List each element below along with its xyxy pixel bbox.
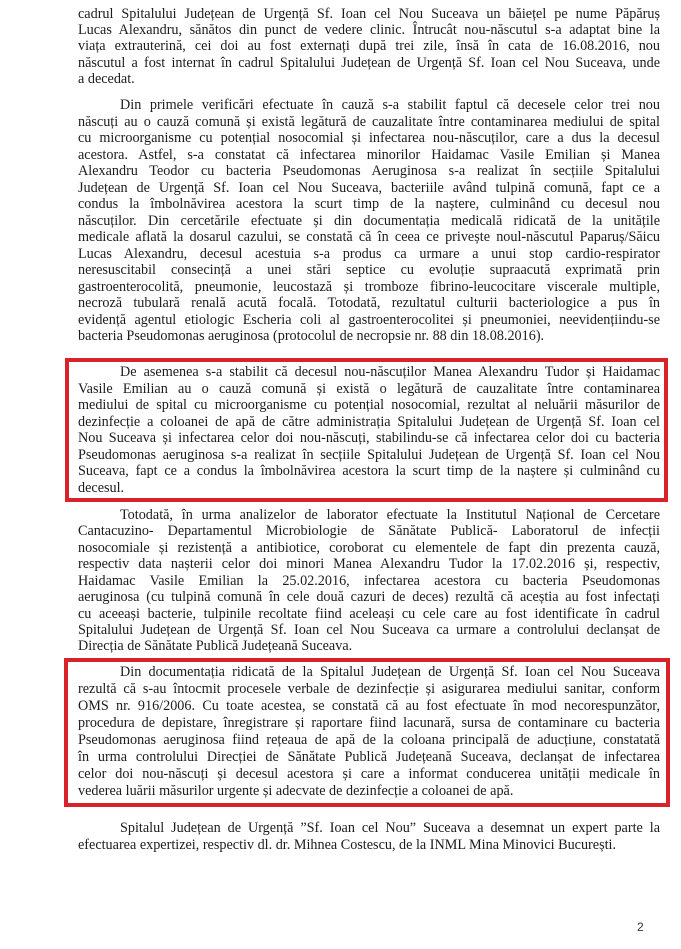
text-line: procedura de depistare, înregistrare și raportare fiind lacunară, sursa de contaminare cu bacteria	[78, 715, 660, 731]
text-line: Spitalului Județean de Urgență Sf. Ioan cel Nou Suceava ca urmare a controlului declanșat de	[78, 622, 660, 638]
text-line: necroză tubulară renală acută focală. Totodată, rezultatul culturii bacteriologice a pus în	[78, 295, 660, 311]
text-line: cadrul Spitalului Județean de Urgență Sf. Ioan cel Nou Suceava un băiețel pe nume Păpăruș	[78, 6, 660, 22]
text-line: Pseudomonas aeruginosa s-a realizat în secțiile Spitalului Județean de Urgență Sf. Ioan cel Nou	[78, 447, 660, 463]
text-line: efectuarea expertizei, respectiv dl. dr. Mihnea Costescu, de la INML Mina Minovici București.	[78, 837, 617, 853]
text-line: neresuscitabil consecință a unei stări septice cu evoluție supraacută exprimată prin	[78, 262, 660, 278]
text-line: dezinfecție a coloanei de apă de către administrația Spitalului Județean de Urgență Sf. Ioan cel	[78, 414, 660, 430]
text-line: medicale aflată la dosarul cazului, se constată că în ceea ce privește noul-născutul Paparuș/Săicu	[78, 229, 660, 245]
text-line: Lucas Alexandru, decesul acestuia s-a produs ca urmare a unui stop cardio-respirator	[78, 246, 660, 262]
text-line: decesul.	[78, 480, 125, 496]
page-number: 2	[637, 920, 644, 934]
text-line: condus la îmbolnăvirea acestora la scurt timp de la naștere, culminând cu decesul nou	[78, 196, 660, 212]
text-line: Pseudomonas aeruginosa fiind rețeaua de apă de la coloana principală de aducțiune, constatată	[78, 732, 660, 748]
text-line: în urma controlului Direcției de Sănătate Publică Județeană Suceava, declanșat de infectarea	[78, 749, 660, 765]
text-line: De asemenea s-a stabilit că decesul nou-născuților Manea Alexandru Tudor și Haidamac	[120, 364, 660, 380]
text-line: celor doi nou-născuți și decesul acestora și care a informat conducerea unității medicale în	[78, 766, 660, 782]
text-line: născuților. Din cercetările efectuate și din documentația medicală ridicată de la unitățile	[78, 213, 660, 229]
text-line: Lucas Alexandru, sănătos din punct de vedere clinic. Întrucât nou-născutul s-a adaptat bine la	[78, 22, 660, 38]
text-line: Totodată, în urma analizelor de laborator efectuate la Institutul Național de Cercetare	[120, 507, 660, 523]
text-line: mediului de spital cu microorganisme cu potențial nosocomial, rezultat al neluării măsurilor de	[78, 397, 660, 413]
text-line: Direcția de Sănătate Publică Județeană Suceava.	[78, 638, 353, 654]
text-line: bacteria Pseudomonas aeruginosa (protocolul de necropsie nr. 88 din 18.08.2016).	[78, 328, 545, 344]
text-line: născuți au o cauză comună și există legătură de cauzalitate între contaminarea mediului de spital	[78, 114, 660, 130]
text-line: Haidamac Vasile Emilian la 25.02.2016, infectarea acestora cu bacteria Pseudomonas	[78, 573, 660, 589]
text-line: Cantacuzino- Departamentul Microbiologie de Sănătate Publică- Laboratorul de infecții	[78, 523, 660, 539]
text-line: Suceava, fapt ce a condus la îmbolnăvirea acestora la scurt timp de la naștere și culminând cu	[78, 463, 660, 479]
text-line: a decedat.	[78, 71, 135, 87]
text-line: Județean de Urgență Sf. Ioan cel Nou Suceava, bacteriile având tulpină comună, fapt ce a	[78, 180, 660, 196]
text-line: Alexandru Teodor cu bacteria Pseudomonas Aeruginosa s-a realizat în secțiile Spitalului	[78, 163, 660, 179]
text-line: OMS nr. 916/2006. Cu toate acestea, se constată că au fost efectuate în mod necorespunzător,	[78, 698, 660, 714]
text-line: respectiv data nașterii celor doi minori Manea Alexandru Tudor la 17.02.2016 și, respectiv,	[78, 556, 660, 572]
text-line: cu microorganisme cu potențial nosocomial și infectarea nou-născuților, care a dus la decesul	[78, 130, 660, 146]
text-line: cu aceeași bacterie, tulpinile recoltate fiind aceleași cu cele care au fost identificate în cadrul	[78, 606, 660, 622]
text-line: Din primele verificări efectuate în cauză s-a stabilit faptul că decesele celor trei nou	[120, 97, 660, 113]
text-line: nosocomiale și rezistență a antibiotice, coroborat cu elementele de fapt din prezenta cauză,	[78, 540, 660, 556]
text-line: vederea luării măsurilor urgente și adecvate de dezinfecție a coloanei de apă.	[78, 783, 514, 799]
text-line: Spitalul Județean de Urgență ”Sf. Ioan cel Nou” Suceava a desemnat un expert parte la	[120, 820, 660, 836]
text-line: gastroenterocolită, pneumonie, leucostază și tromboze fibrino-leucocitare viscerale multiple,	[78, 279, 660, 295]
text-line: Din documentația ridicată de la Spitalul Județean de Urgență Sf. Ioan cel Nou Suceava	[120, 664, 660, 680]
text-line: rezultă că s-au întocmit procesele verbale de dezinfecție și asigurarea mediului sanitar, conform	[78, 681, 660, 697]
text-line: viața extrauterină, cei doi au fost externați după trei zile, însă în cata de 16.08.2016, nou	[78, 38, 660, 54]
text-line: Nou Suceava și infectarea celor doi nou-născuți, stabilindu-se că infectarea celor doi cu bacteria	[78, 430, 660, 446]
text-line: Vasile Emilian au o cauză comună și există o legătură de cauzalitate între contaminarea	[78, 381, 660, 397]
text-line: aeruginosa (cu tulpină comună în cele două cazuri de deces) rezultă că aceștia au fost infectați	[78, 589, 660, 605]
text-line: acestora. Astfel, s-a constatat că infectarea minorilor Haidamac Vasile Emilian și Manea	[78, 147, 660, 163]
text-line: născutul a fost internat în cadrul Spitalului Județean de Urgență Sf. Ioan cel Nou Suceava, unde	[78, 55, 660, 71]
text-line: evidență agentul etiologic Escheria coli al gastroenterocolitei și pneumoniei, neevidențiindu-se	[78, 312, 660, 328]
